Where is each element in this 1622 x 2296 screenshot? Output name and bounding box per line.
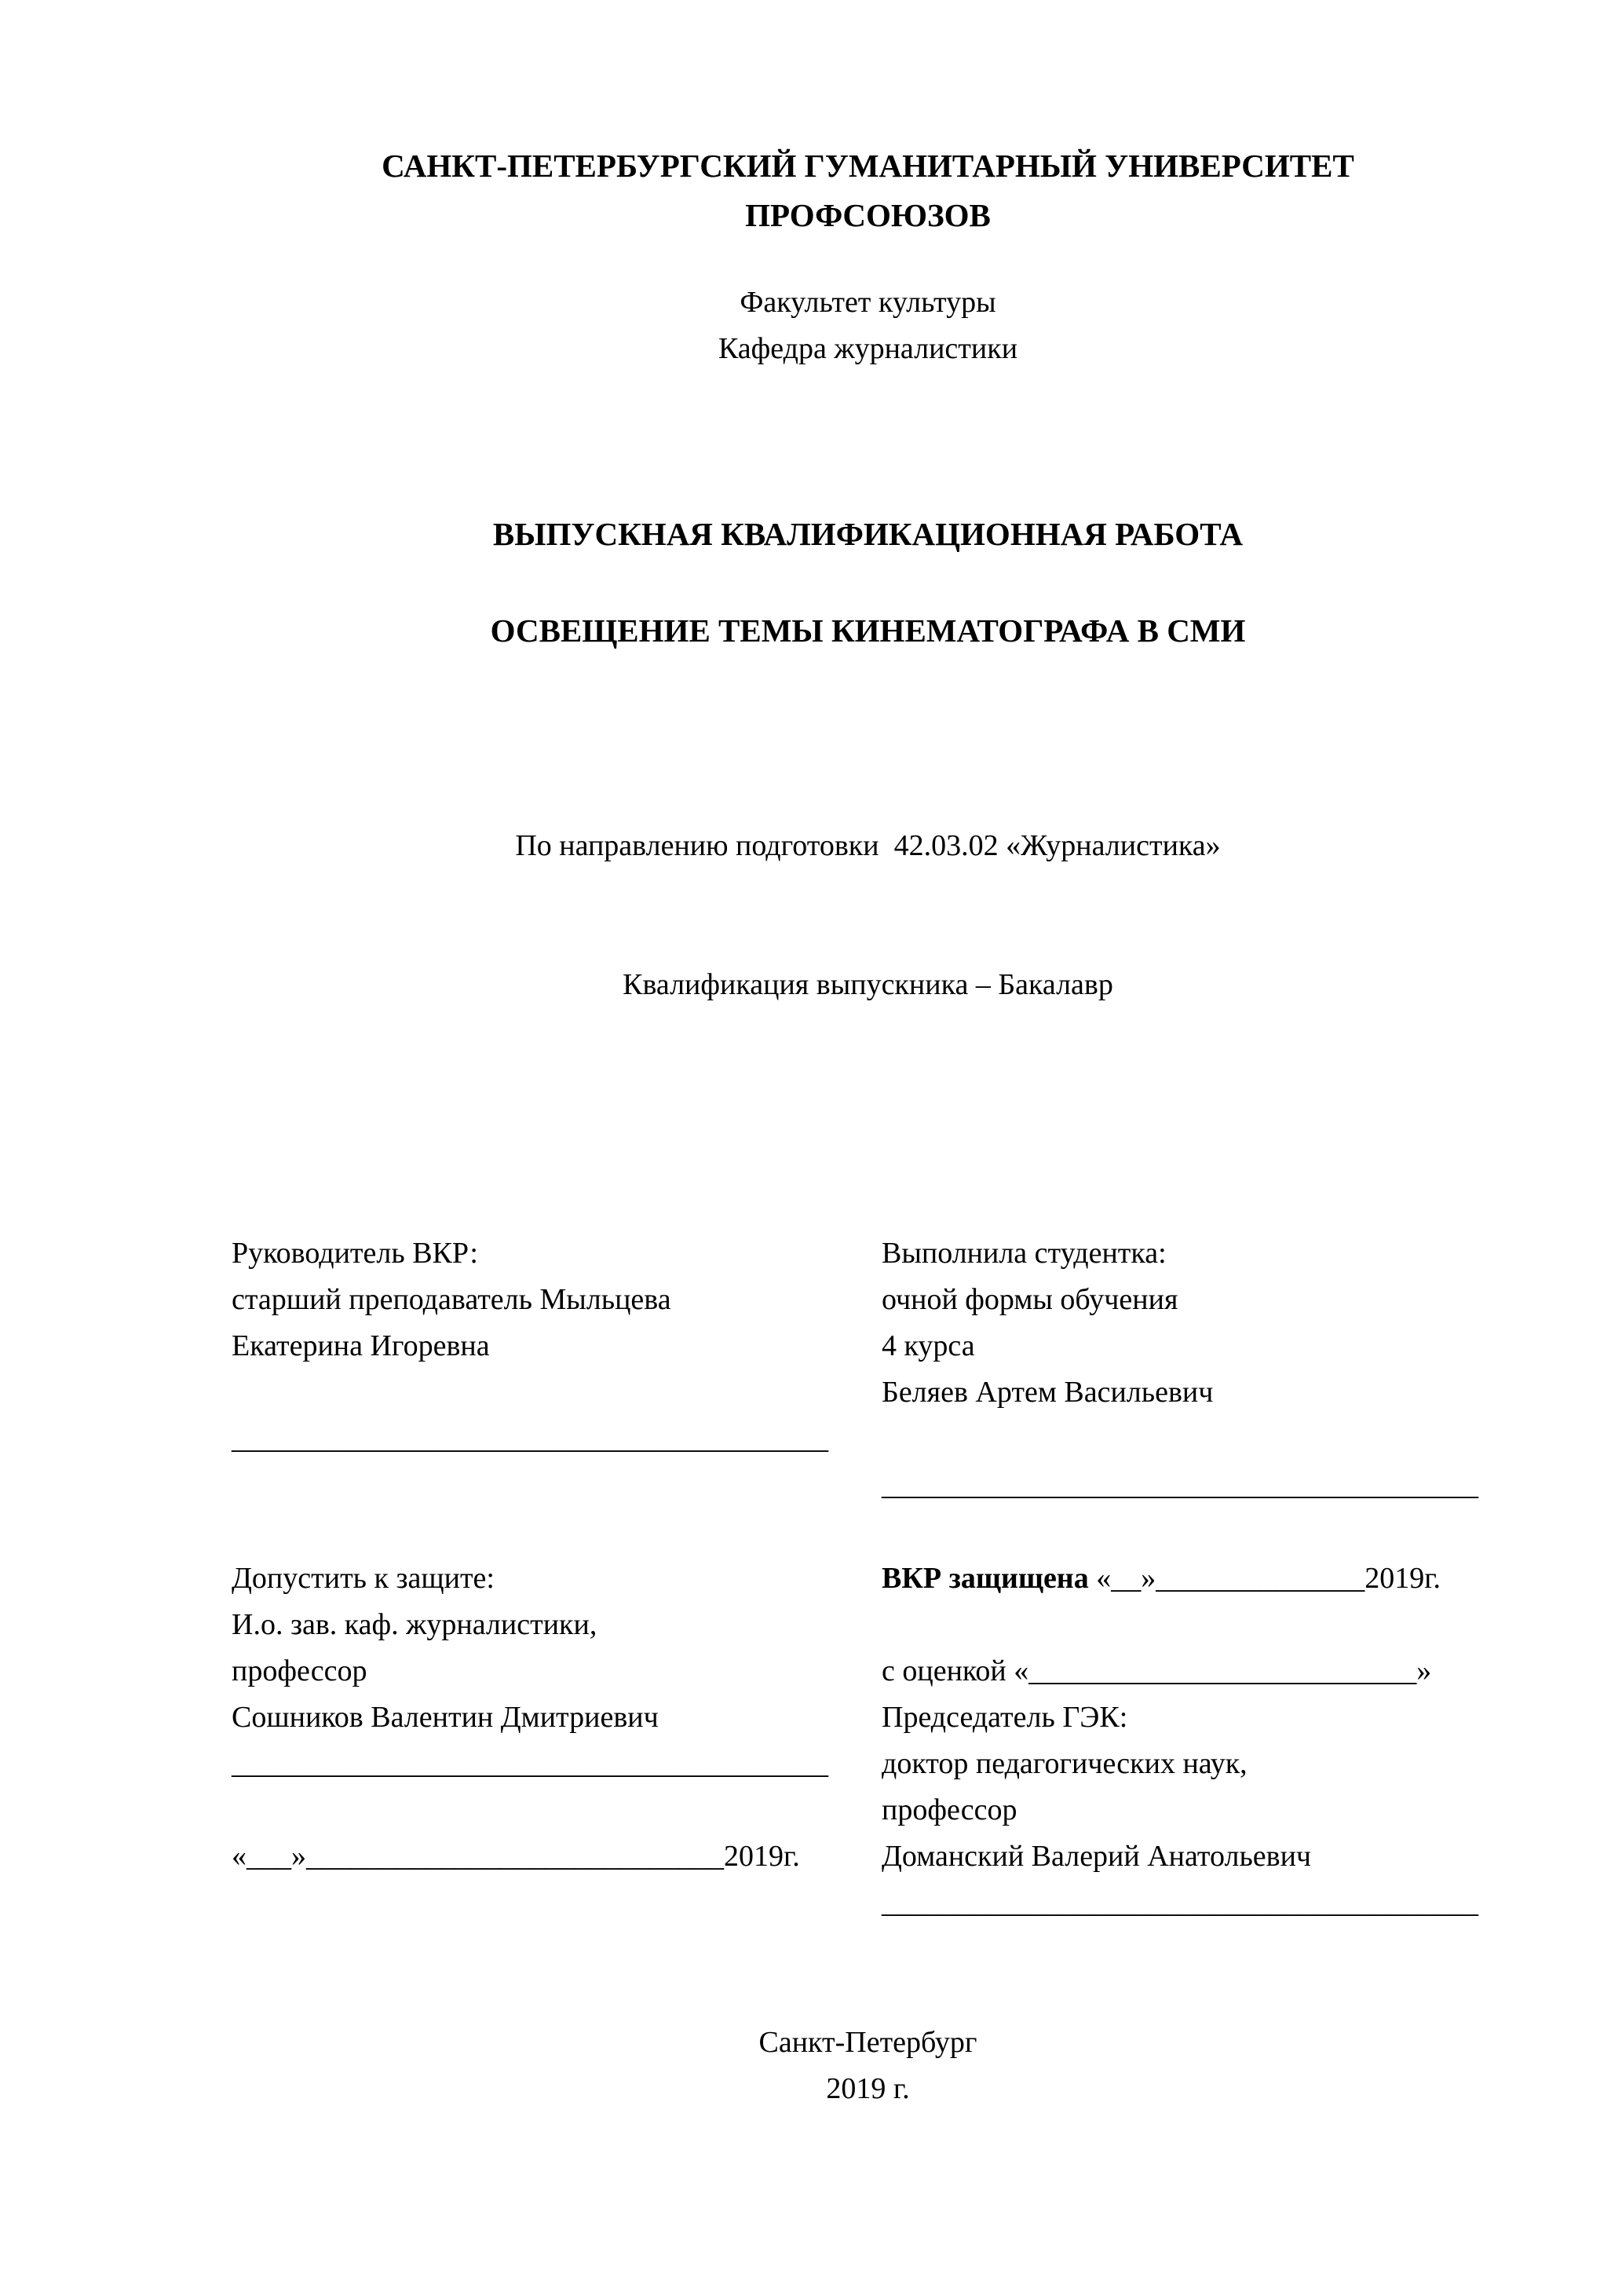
admission-line2: профессор (232, 1654, 367, 1687)
student-block (882, 1230, 1506, 1508)
university-name-line1: САНКТ-ПЕТЕРБУРГСКИЙ ГУМАНИТАРНЫЙ УНИВЕРСИТЕТ (382, 148, 1354, 184)
admission-signature-line: ________________________________________ (232, 1747, 828, 1780)
chairman-title-line: профессор (882, 1793, 1017, 1826)
footer (232, 2020, 1504, 2112)
footer-city: Санкт-Петербург (758, 2026, 977, 2059)
supervisor-signature-line: ________________________________________ (232, 1422, 828, 1455)
chairman-name-line: Доманский Валерий Анатольевич (882, 1840, 1312, 1873)
work-title-heading: ОСВЕЩЕНИЕ ТЕМЫ КИНЕМАТОГРАФА В СМИ (490, 612, 1246, 649)
department-line: Кафедра журналистики (718, 332, 1018, 365)
spacer (232, 1369, 882, 1416)
student-label: Выполнила студентка: (882, 1237, 1167, 1270)
signatures-block-1 (232, 1230, 1504, 1508)
spacer (882, 1416, 1506, 1462)
supervisor-line2: Екатерина Игоревна (232, 1329, 490, 1362)
chairman-degree-line: доктор педагогических наук, (882, 1747, 1248, 1780)
supervisor-line1: старший преподаватель Мыльцева (232, 1283, 671, 1316)
spacer (882, 1602, 1506, 1648)
signatures-block-2 (232, 1556, 1504, 1926)
defense-defended-line (882, 1556, 1506, 1602)
university-name (232, 141, 1504, 240)
admission-label: Допустить к защите: (232, 1562, 495, 1595)
supervisor-block (232, 1230, 882, 1462)
defense-block (882, 1556, 1506, 1926)
faculty-department (232, 280, 1504, 372)
defense-defended-rest: «__»______________2019г. (1088, 1562, 1441, 1595)
work-type-heading: ВЫПУСКНАЯ КВАЛИФИКАЦИОННАЯ РАБОТА (492, 516, 1244, 552)
direction-block (232, 730, 1504, 1101)
spacer (232, 1787, 882, 1834)
student-line2: 4 курса (882, 1329, 975, 1362)
chairman-signature-line: ________________________________________ (882, 1886, 1478, 1919)
footer-year: 2019 г. (826, 2072, 910, 2105)
chairman-label: Председатель ГЭК: (882, 1701, 1128, 1734)
supervisor-label: Руководитель ВКР: (232, 1237, 478, 1270)
qualification-line: Квалификация выпускника – Бакалавр (623, 968, 1113, 1001)
admission-date-line: «___»____________________________2019г. (232, 1840, 800, 1873)
admission-line1: И.о. зав. каф. журналистики, (232, 1608, 597, 1641)
student-signature-line: ________________________________________ (882, 1468, 1478, 1501)
direction-line: По направлению подготовки 42.03.02 «Журналистика» (515, 829, 1221, 862)
university-name-line2: ПРОФСОЮЗОВ (745, 197, 991, 233)
defense-defended-label: ВКР защищена (882, 1562, 1089, 1595)
defense-grade-line: с оценкой «__________________________» (882, 1654, 1432, 1687)
faculty-line: Факультет культуры (740, 286, 996, 319)
student-line3: Беляев Артем Васильевич (882, 1376, 1214, 1409)
student-line1: очной формы обучения (882, 1283, 1178, 1316)
admission-line3: Сошников Валентин Дмитриевич (232, 1701, 659, 1734)
admission-block (232, 1556, 882, 1880)
